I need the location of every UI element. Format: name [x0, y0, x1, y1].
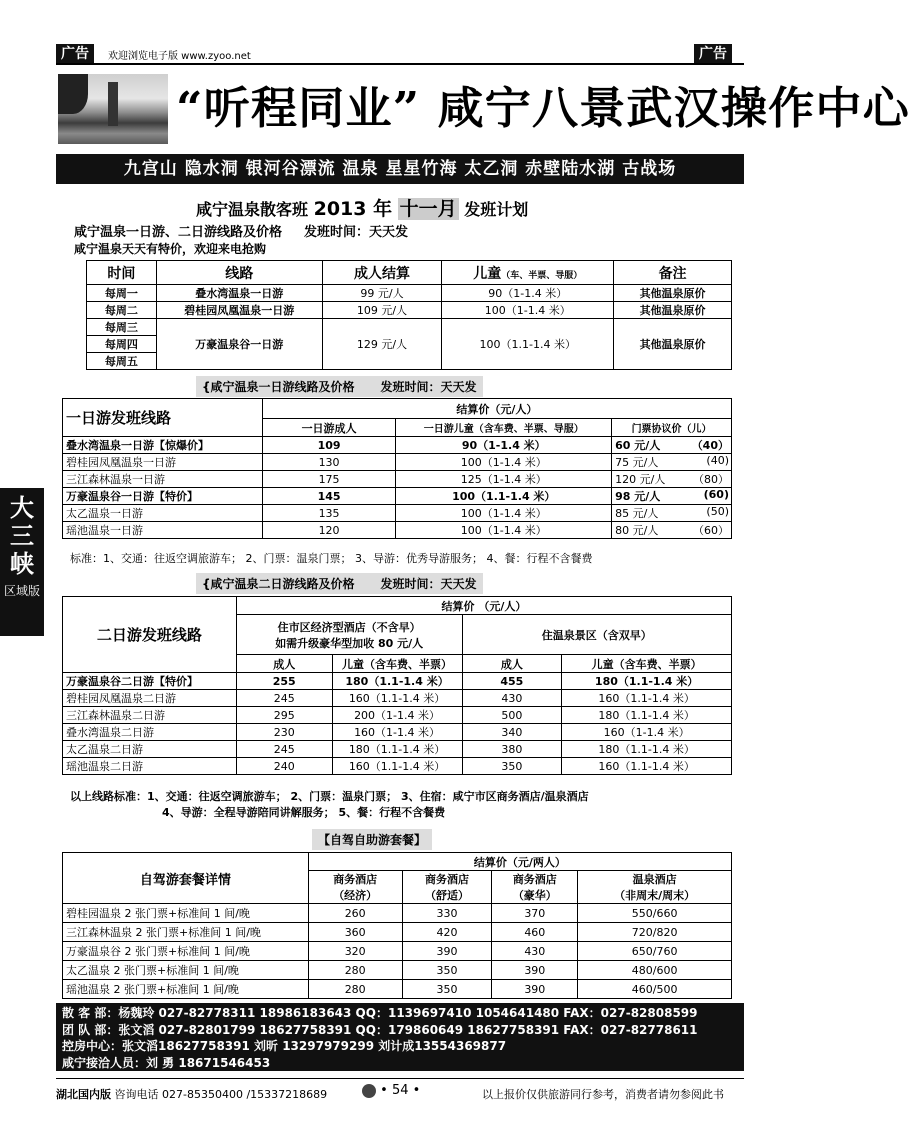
sidebar-small: 区域版	[3, 584, 40, 598]
table-row: 万豪温泉谷二日游【特价】 255 180（1.1-1.4 米） 455 180（1.1-1.4 米）	[63, 673, 732, 690]
twoday-standard-2: 4、导游：全程导游陪同讲解服务； 5、餐：行程不含餐费	[162, 806, 446, 819]
page-number: • 54 •	[362, 1083, 420, 1098]
plan-sub1: 咸宁温泉一日游、二日游线路及价格 发班时间：天天发	[74, 225, 409, 240]
table-row: 瑶池温泉二日游 240 160（1.1-1.4 米） 350 160（1.1-1.4 米）	[63, 758, 732, 775]
table-row: 碧桂园凤凰温泉一日游 130 100（1-1.4 米） 75 元/人 (40)	[63, 454, 732, 471]
contact-panel	[56, 1003, 744, 1071]
table-row: 三江森林温泉二日游 295 200（1-1.4 米） 500 180（1.1-1.4 米）	[63, 707, 732, 724]
twoday-standard-1: 以上线路标准：1、交通：往返空调旅游车； 2、门票：温泉门票； 3、住宿：咸宁市区商务酒店/温泉酒店	[70, 790, 589, 803]
twoday-badge: {咸宁温泉二日游线路及价格 发班时间：天天发	[196, 573, 483, 594]
contact-line[interactable]: 散 客 部：杨魏玲 027-82778311 18986183643 QQ：1139697410 1054641480 FAX：027-82808599	[62, 1006, 698, 1020]
table-row: 每周二 碧桂园凤凰温泉一日游 109 元/人 100（1-1.4 米） 其他温泉原价	[87, 302, 732, 319]
table-row: 每周一 叠水湾温泉一日游 99 元/人 90（1-1.4 米） 其他温泉原价	[87, 285, 732, 302]
banner	[56, 66, 910, 154]
contact-line[interactable]: 控房中心：张文滔18627758391 刘昕 13297979299 刘计成13554369877	[62, 1039, 507, 1053]
twoday-table: 二日游发班线路 结算价 （元/人） 住市区经济型酒店（不含早） 如需升级豪华型加收 80 元/人 住温泉景区（含双早） 成人 儿童（含车费、半票） 成人 儿童（含车费、半票） 万豪温泉谷二日游【特价】 255 180（1.1-1.4 米） 455 180（1.1-1.4 米） 碧桂园凤凰温泉二日游 245 160（1.1-1.4 米） 430 160（1.1-1.4 米） 三江森林温泉二日游 295 200（1-1.4 米） 500 180（1.1-1.4 米） 叠水湾温泉二日游 230 160（1-1.4 米） 340 160（1-1.4 米） 太乙温泉二日游 245 180（1.1-1.4 米） 380 180（1.1-1.4 米） 瑶池温泉二日游 240 160（1.1-1.4 米） 350 160（1.1-1.4 米）	[62, 596, 732, 775]
ad-tag-right: 广告	[694, 44, 732, 64]
table-row: 叠水湾温泉二日游 230 160（1-1.4 米） 340 160（1-1.4 米）	[63, 724, 732, 741]
weekly-table: 时间 线路 成人结算 儿童（车、半票、导服） 备注 每周一 叠水湾温泉一日游 99 元/人 90（1-1.4 米） 其他温泉原价 每周二 碧桂园凤凰温泉一日游 109 元/人 100（1-1.4 米） 其他温泉原价 每周三 万豪温泉谷一日游 129 元/人 100（1.1-1.4 米） 其他温泉原价 每周四 每周五	[86, 260, 732, 370]
header-rule	[56, 63, 744, 65]
table-row: 瑶池温泉一日游 120 100（1-1.4 米） 80 元/人 （60）	[63, 522, 732, 539]
contact-line[interactable]: 咸宁接洽人员：刘 勇 18671546453	[62, 1055, 271, 1070]
table-row: 三江森林温泉一日游 175 125（1-1.4 米） 120 元/人 （80）	[63, 471, 732, 488]
table-row: 碧桂园温泉 2 张门票+标准间 1 间/晚 260 330 370 550/660	[63, 904, 732, 923]
table-row: 万豪温泉谷一日游【特价】 145 100（1.1-1.4 米） 98 元/人 (60)	[63, 488, 732, 505]
edition-sidebar	[0, 488, 44, 636]
table-row: 太乙温泉一日游 135 100（1-1.4 米） 85 元/人 (50)	[63, 505, 732, 522]
selfdrive-badge: 【自驾自助游套餐】	[312, 829, 432, 850]
table-row: 瑶池温泉 2 张门票+标准间 1 间/晚 280 350 390 460/500	[63, 980, 732, 999]
table-row: 叠水湾温泉一日游【惊爆价】 109 90（1-1.4 米） 60 元/人 （40）	[63, 437, 732, 454]
plan-sub2: 咸宁温泉天天有特价，欢迎来电抢购	[74, 242, 267, 256]
page-circle-icon	[362, 1084, 376, 1098]
table-row: 每周三 万豪温泉谷一日游 129 元/人 100（1.1-1.4 米） 其他温泉原价	[87, 319, 732, 336]
footer-right: 以上报价仅供旅游同行参考，消费者请勿参阅此书	[482, 1088, 724, 1101]
pagoda-photo	[58, 74, 168, 144]
table-row: 太乙温泉 2 张门票+标准间 1 间/晚 280 350 390 480/600	[63, 961, 732, 980]
ad-tag-left: 广告	[56, 44, 94, 64]
contact-line[interactable]: 团 队 部：张文滔 027-82801799 18627758391 QQ：179860649 18627758391 FAX：027-82778611	[62, 1022, 698, 1037]
headline: “听程同业” 咸宁八景武汉操作中心	[176, 83, 910, 134]
selfdrive-table: 自驾游套餐详情 结算价（元/两人） 商务酒店 （经济） 商务酒店 （舒适） 商务酒店 （豪华） 温泉酒店 （非周末/周末） 碧桂园温泉 2 张门票+标准间 1 间/晚 260 330 370 550/660 三江森林温泉 2 张门票+标准间 1 间/晚 360 420 460 720/820 万豪温泉谷 2 张门票+标准间 1 间/晚 320 390 430 650/760 太乙温泉 2 张门票+标准间 1 间/晚 280 350 390 480/600 瑶池温泉 2 张门票+标准间 1 间/晚 280 350 390 460/500	[62, 852, 732, 999]
oneday-standard: 标准：1、交通：往返空调旅游车； 2、门票：温泉门票； 3、导游：优秀导游服务； 4、餐：行程不含餐费	[70, 552, 593, 565]
site-text[interactable]: 欢迎浏览电子版 www.zyoo.net	[108, 51, 251, 62]
table-row: 万豪温泉谷 2 张门票+标准间 1 间/晚 320 390 430 650/760	[63, 942, 732, 961]
oneday-badge: {咸宁温泉一日游线路及价格 发班时间：天天发	[196, 376, 483, 397]
table-row: 碧桂园凤凰温泉二日游 245 160（1.1-1.4 米） 430 160（1.1-1.4 米）	[63, 690, 732, 707]
plan-title: 咸宁温泉散客班 2013 年 十一月 发班计划	[196, 198, 529, 220]
footer-left: 湖北国内版 咨询电话 027-85350400 /15337218689	[56, 1088, 328, 1101]
places-strip: 九宫山 隐水洞 银河谷漂流 温泉 星星竹海 太乙洞 赤壁陆水湖 古战场	[56, 154, 744, 184]
table-row: 太乙温泉二日游 245 180（1.1-1.4 米） 380 180（1.1-1.4 米）	[63, 741, 732, 758]
sidebar-big: 大三峡	[10, 493, 34, 578]
oneday-table: 一日游发班线路 结算价（元/人） 一日游成人 一日游儿童（含车费、半票、导服） 门票协议价（儿） 叠水湾温泉一日游【惊爆价】 109 90（1-1.4 米） 60 元/人 （40） 碧桂园凤凰温泉一日游 130 100（1-1.4 米） 75 元/人 (40) 三江森林温泉一日游 175 125（1-1.4 米） 120 元/人 （80） 万豪温泉谷一日游【特价】 145 100（1.1-1.4 米） 98 元/人 (60) 太乙温泉一日游 135 100（1-1.4 米） 85 元/人 (50) 瑶池温泉一日游 120 100（1-1.4 米） 80 元/人 （60）	[62, 398, 732, 539]
footer-rule	[56, 1078, 744, 1079]
table-row: 三江森林温泉 2 张门票+标准间 1 间/晚 360 420 460 720/820	[63, 923, 732, 942]
